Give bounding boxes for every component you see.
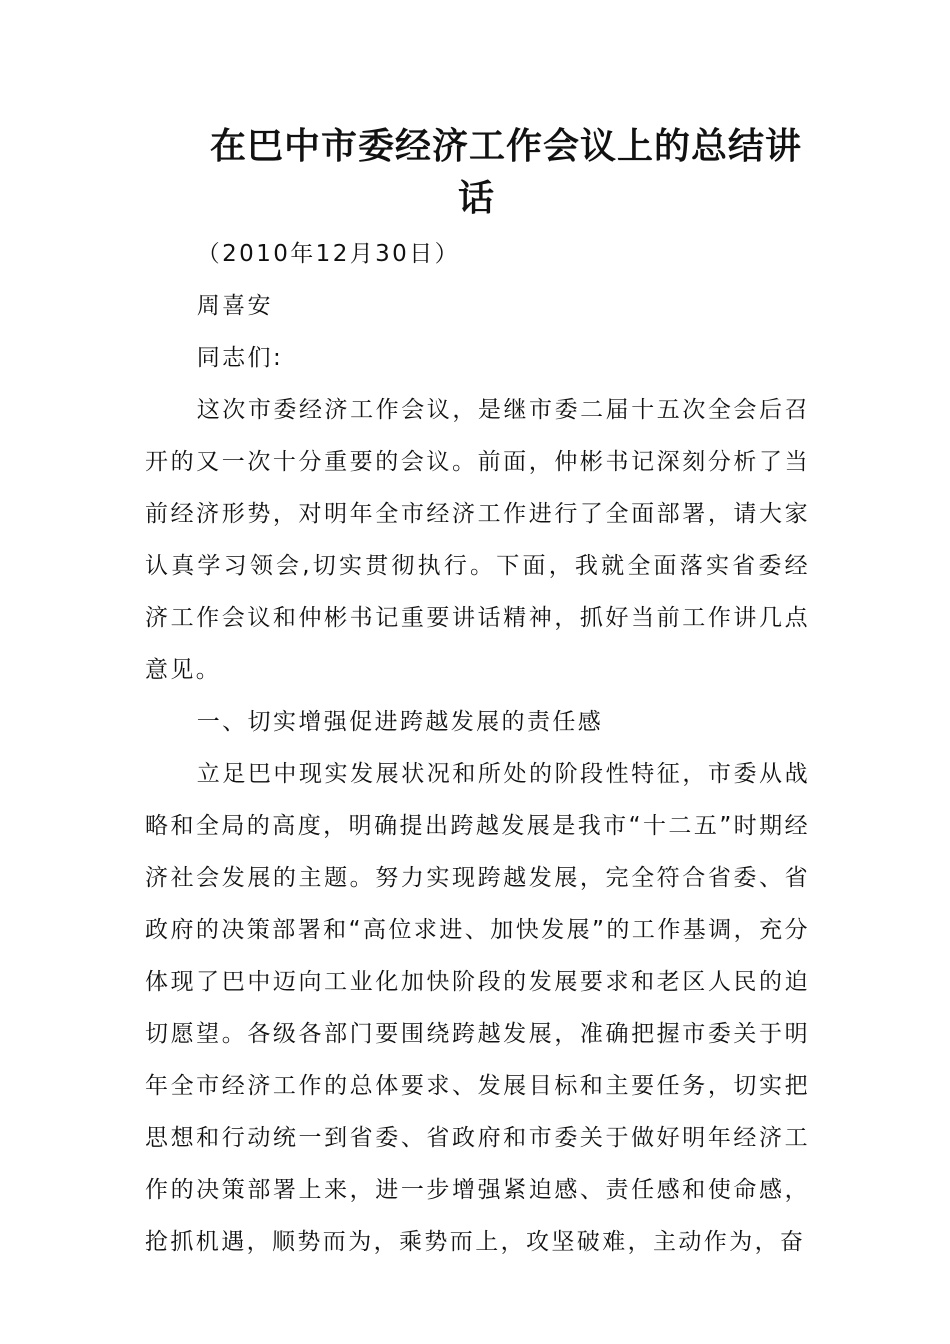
paragraph-section-1: 立足巴中现实发展状况和所处的阶段性特征，市委从战略和全局的高度，明确提出跨越发展是我市“十二五”时期经济社会发展的主题。努力实现跨越发展，完全符合省委、省政府的决策部署和“高位求进、加快发展”的工作基调，充分体现了巴中迈向工业化加快阶段的发展要求和老区人民的迫切愿望。各级各部门要围绕跨越发展，准确把握市委关于明年全市经济工作的总体要求、发展目标和主要任务，切实把思想和行动统一到省委、省政府和市委关于做好明年经济工作的决策部署上来，进一步增强紧迫感、责任感和使命感，抢抓机遇，顺势而为，乘势而上，攻坚破难，主动作为，奋 <box>145 761 810 1255</box>
title-line-2: 话 <box>458 177 496 219</box>
speech-date: （2010年12月30日） <box>196 241 461 267</box>
title-line-1: 在巴中市委经济工作会议上的总结讲 <box>210 125 803 167</box>
document-body <box>145 228 810 1268</box>
speech-author: 周喜安 <box>196 293 273 319</box>
paragraph-intro: 这次市委经济工作会议，是继市委二届十五次全会后召开的又一次十分重要的会议。前面，仲彬书记深刻分析了当前经济形势，对明年全市经济工作进行了全面部署，请大家认真学习领会,切实贯彻执行。下面，我就全面落实省委经济工作会议和仲彬书记重要讲话精神，抓好当前工作讲几点意见。 <box>145 397 810 683</box>
salutation: 同志们: <box>196 345 284 371</box>
document-title <box>210 120 810 224</box>
section-heading-1: 一、切实增强促进跨越发展的责任感 <box>196 709 604 735</box>
